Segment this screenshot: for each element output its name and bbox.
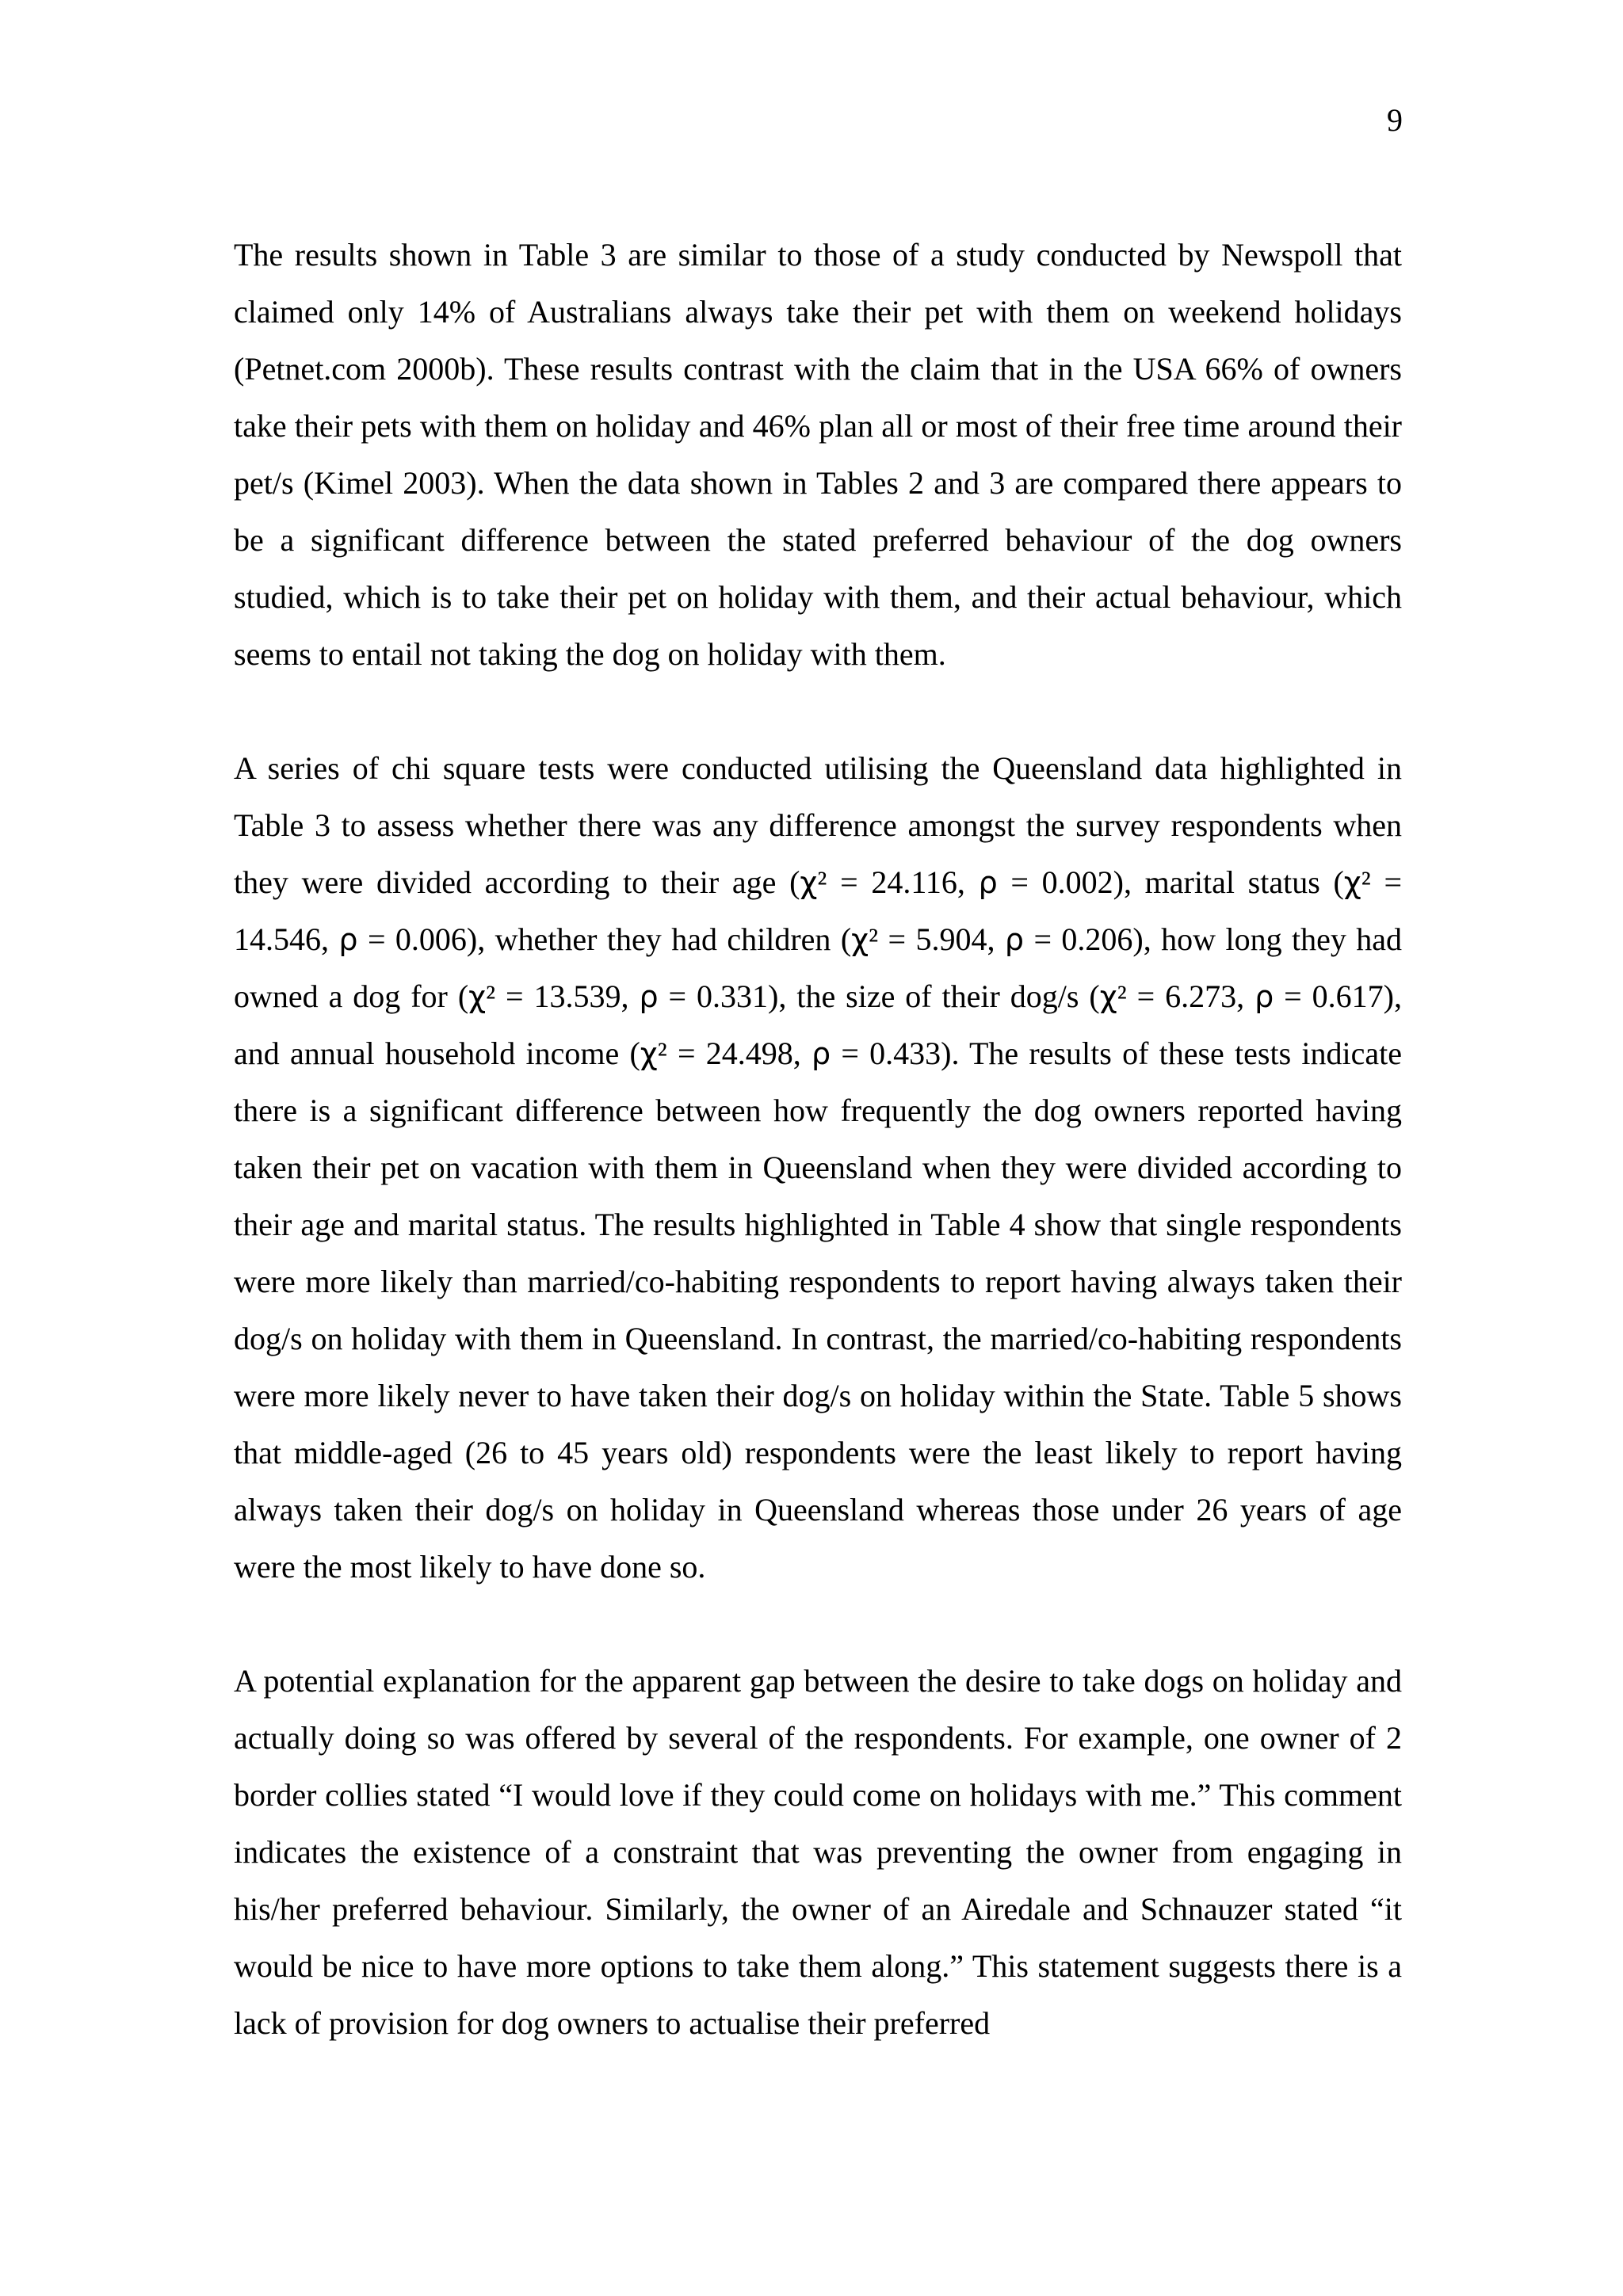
chi-symbol: χ bbox=[851, 922, 869, 957]
paragraph-2-text-13: = 0.433). The results of these tests indicate there is a significant difference between how frequently the dog owners reported having taken their pet on vacation with them in Queensland when they were divided according to their age and marital status. The results highlighted in Table 4 show that single respondents were more likely than married/co-habiting respondents to report having always taken their dog/s on holiday with them in Queensland. In contrast, the married/co-habiting respondents were more likely never to have taken their dog/s on holiday within the State. Table 5 shows that middle-aged (26 to 45 years old) respondents were the least likely to report having always taken their dog/s on holiday in Queensland whereas those under 26 years of age were the most likely to have done so. bbox=[234, 1035, 1402, 1585]
paragraph-2-text-8: ² = 13.539, bbox=[486, 978, 640, 1014]
chi-symbol: χ bbox=[1343, 865, 1361, 900]
chi-symbol: χ bbox=[468, 979, 487, 1014]
paragraph-2-text-4: ² = 14.546, bbox=[234, 864, 1403, 957]
rho-symbol: ρ bbox=[1004, 922, 1025, 957]
chi-symbol: χ bbox=[1099, 979, 1117, 1014]
rho-symbol: ρ bbox=[1254, 979, 1274, 1014]
paragraph-2-text-6: ² = 5.904, bbox=[869, 921, 1005, 957]
rho-symbol: ρ bbox=[978, 865, 998, 900]
paragraph-2 bbox=[234, 740, 1402, 1596]
body-text bbox=[234, 227, 1402, 2052]
paragraph-2-text-11: = 0.617), and annual household income ( bbox=[234, 978, 1402, 1071]
page-number: 9 bbox=[1387, 102, 1403, 138]
paragraph-2-text-1: A series of chi square tests were conducted utilising the Queensland data highlighted in Table 3 to assess whether there was any difference amongst the survey respondents when they were divided according to their age ( bbox=[234, 750, 1402, 900]
paragraph-3: A potential explanation for the apparent gap between the desire to take dogs on holiday and actually doing so was offered by several of the respondents. For example, one owner of 2 border collies stated “I would love if they could come on holidays with me.” This comment indicates the existence of a constraint that was preventing the owner from engaging in his/her preferred behaviour. Similarly, the owner of an Airedale and Schnauzer stated “it would be nice to have more options to take them along.” This statement suggests there is a lack of provision for dog owners to actualise their preferred bbox=[234, 1663, 1402, 2041]
paragraph-2-text-9: = 0.331), the size of their dog/s ( bbox=[658, 978, 1100, 1014]
paragraph-2-text-12: ² = 24.498, bbox=[657, 1035, 812, 1071]
paragraph-2-text-5: = 0.006), whether they had children ( bbox=[357, 921, 852, 957]
paragraph-2-text-10: ² = 6.273, bbox=[1117, 978, 1255, 1014]
chi-symbol: χ bbox=[800, 865, 818, 900]
paragraph-2-text-3: = 0.002), marital status ( bbox=[997, 864, 1344, 900]
chi-symbol: χ bbox=[640, 1036, 658, 1071]
paragraph-2-text-7: = 0.206), how long they had owned a dog for ( bbox=[234, 921, 1403, 1014]
paragraph-2-text-2: ² = 24.116, bbox=[817, 864, 979, 900]
rho-symbol: ρ bbox=[812, 1036, 831, 1071]
rho-symbol: ρ bbox=[639, 979, 659, 1014]
rho-symbol: ρ bbox=[338, 922, 358, 957]
paragraph-1: The results shown in Table 3 are similar to those of a study conducted by Newspoll that claimed only 14% of Australians always take their pet with them on weekend holidays (Petnet.com 2000b). These results contrast with the claim that in the USA 66% of owners take their pets with them on holiday and 46% plan all or most of their free time around their pet/s (Kimel 2003). When the data shown in Tables 2 and 3 are compared there appears to be a significant difference between the stated preferred behaviour of the dog owners studied, which is to take their pet on holiday with them, and their actual behaviour, which seems to entail not taking the dog on holiday with them. bbox=[234, 237, 1402, 672]
